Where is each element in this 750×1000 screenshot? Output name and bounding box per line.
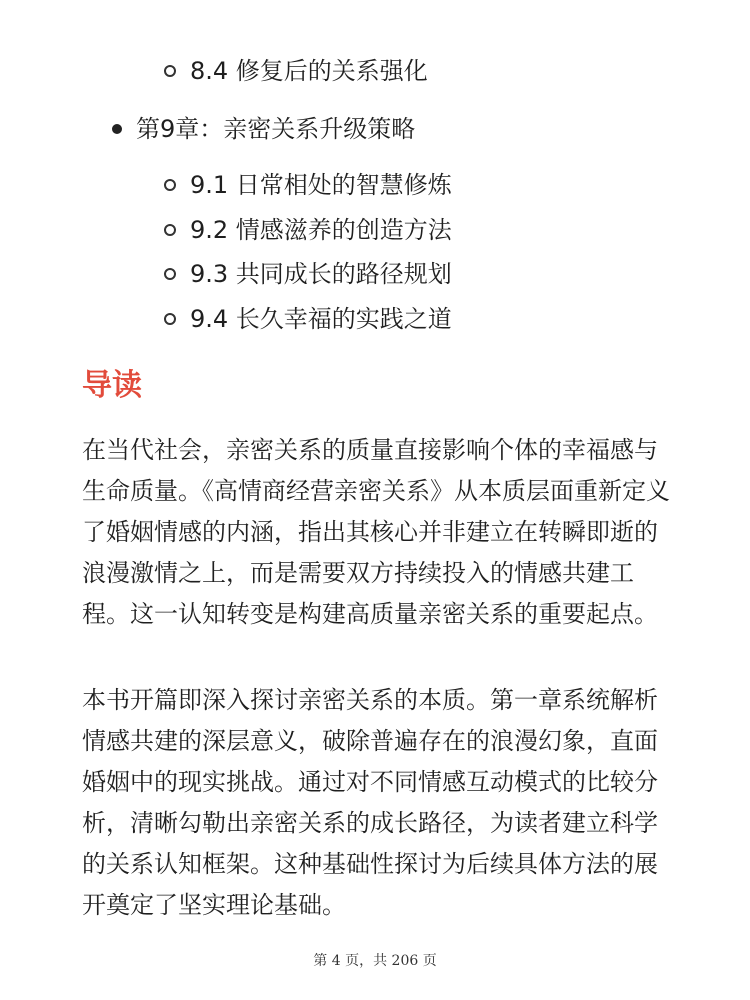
toc-item-9-4 (164, 304, 452, 334)
hollow-bullet-icon (164, 313, 176, 325)
body-paragraph: 本书开篇即深入探讨亲密关系的本质。第一章系统解析情感共建的深层意义，破除普遍存在的浪漫幻象，直面婚姻中的现实挑战。通过对不同情感互动模式的比较分析，清晰勾勒出亲密关系的成长路径，为读者建立科学的关系认知框架。这种基础性探讨为后续具体方法的展开奠定了坚实理论基础。 (82, 686, 658, 919)
toc-chapter-label: 第9章：亲密关系升级策略 (136, 115, 416, 143)
toc-item-label: 9.2 情感滋养的创造方法 (190, 216, 452, 244)
hollow-bullet-icon (164, 65, 176, 77)
toc-item-label: 8.4 修复后的关系强化 (190, 57, 428, 85)
hollow-bullet-icon (164, 224, 176, 236)
page-number-footer: 第 4 页，共 206 页 (313, 953, 437, 969)
toc-item-label: 9.1 日常相处的智慧修炼 (190, 171, 452, 199)
hollow-bullet-icon (164, 179, 176, 191)
toc-item-9-1 (164, 170, 452, 200)
toc-item-label: 9.3 共同成长的路径规划 (190, 260, 452, 288)
solid-bullet-icon (112, 124, 122, 134)
toc-item-8-4 (164, 56, 428, 86)
section-heading: 导读 (82, 368, 142, 403)
toc-chapter-9 (112, 114, 415, 144)
body-paragraph: 在当代社会，亲密关系的质量直接影响个体的幸福感与生命质量。《高情商经营亲密关系》从本质层面重新定义了婚姻情感的内涵，指出其核心并非建立在转瞬即逝的浪漫激情之上，而是需要双方持续投入的情感共建工程。这一认知转变是构建高质量亲密关系的重要起点。 (82, 436, 670, 628)
toc-item-9-3 (164, 259, 452, 289)
toc-item-label: 9.4 长久幸福的实践之道 (190, 305, 452, 333)
hollow-bullet-icon (164, 268, 176, 280)
toc-item-9-2 (164, 215, 452, 245)
